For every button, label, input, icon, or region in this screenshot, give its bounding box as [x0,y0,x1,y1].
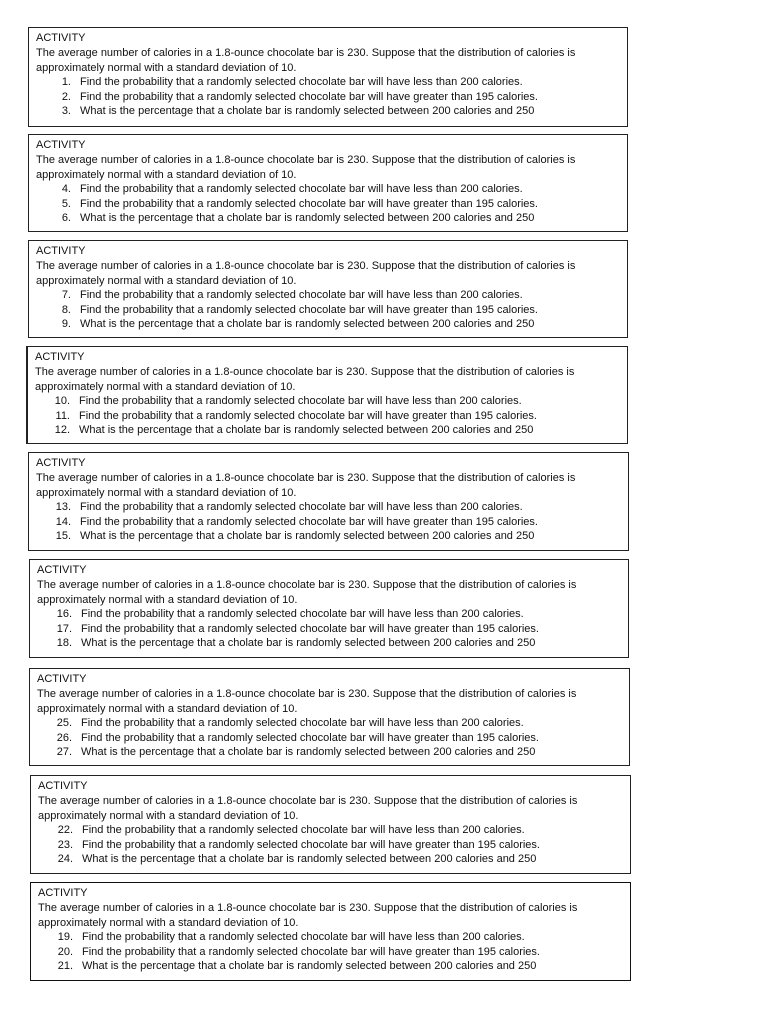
card-9 [30,882,631,981]
question-number: 7. [61,289,71,302]
question-item [36,288,627,303]
question-number: 8. [61,303,71,316]
question-number: 3. [61,105,71,118]
question-number: 22. [57,824,73,837]
question-list [37,607,628,651]
question-number: 13. [55,501,71,514]
question-text: What is the percentage that a cholate bar is randomly selected between 200 calories and 250 [80,318,535,331]
card-intro: The average number of calories in a 1.8-ounce chocolate bar is 230. Suppose that the distribution of calories is approximately normal with a standard deviation of 10. [37,579,577,606]
question-text: Find the probability that a randomly selected chocolate bar will have less than 200 calories. [80,183,523,196]
question-number: 12. [54,424,70,437]
question-item [35,409,627,424]
question-text: What is the percentage that a cholate bar is randomly selected between 200 calories and 250 [80,105,535,118]
question-item [38,930,630,945]
question-list [38,823,630,867]
question-item [38,838,630,853]
question-text: What is the percentage that a cholate bar is randomly selected between 200 calories and 250 [82,960,537,973]
card-intro: The average number of calories in a 1.8-ounce chocolate bar is 230. Suppose that the distribution of calories is approximately normal with a standard deviation of 10. [36,260,576,287]
question-number: 20. [57,945,73,958]
question-text: Find the probability that a randomly selected chocolate bar will have less than 200 calories. [82,824,525,837]
question-number: 19. [57,931,73,944]
question-number: 11. [55,409,70,422]
question-text: What is the percentage that a cholate bar is randomly selected between 200 calories and 250 [81,637,536,650]
question-number: 24. [57,853,73,866]
question-item [35,423,627,438]
question-item [37,745,629,760]
question-number: 14. [55,515,71,528]
question-text: What is the percentage that a cholate bar is randomly selected between 200 calories and 250 [81,746,536,759]
card-heading: ACTIVITY [37,564,87,576]
card-intro: The average number of calories in a 1.8-ounce chocolate bar is 230. Suppose that the distribution of calories is approximately normal with a standard deviation of 10. [37,688,577,715]
card-intro: The average number of calories in a 1.8-ounce chocolate bar is 230. Suppose that the distribution of calories is approximately normal with a standard deviation of 10. [38,902,578,929]
question-item [36,182,627,197]
question-text: What is the percentage that a cholate bar is randomly selected between 200 calories and 250 [80,530,535,543]
question-text: Find the probability that a randomly selected chocolate bar will have greater than 195 calories. [82,945,540,958]
card-intro: The average number of calories in a 1.8-ounce chocolate bar is 230. Suppose that the distribution of calories is approximately normal with a standard deviation of 10. [38,795,578,822]
question-number: 25. [56,717,72,730]
card-heading: ACTIVITY [35,351,85,363]
question-text: Find the probability that a randomly selected chocolate bar will have less than 200 calories. [81,717,524,730]
question-item [36,500,628,515]
card-heading: ACTIVITY [36,139,86,151]
card-7 [29,668,630,766]
question-item [36,529,628,544]
question-item [38,945,630,960]
card-5 [28,452,629,551]
card-intro: The average number of calories in a 1.8-ounce chocolate bar is 230. Suppose that the distribution of calories is approximately normal with a standard deviation of 10. [36,472,576,499]
question-text: Find the probability that a randomly selected chocolate bar will have greater than 195 calories. [81,731,539,744]
question-item [38,959,630,974]
question-item [36,303,627,318]
question-item [38,852,630,867]
card-heading: ACTIVITY [37,673,87,685]
card-heading: ACTIVITY [36,245,86,257]
question-text: What is the percentage that a cholate bar is randomly selected between 200 calories and 250 [82,853,537,866]
question-text: Find the probability that a randomly selected chocolate bar will have less than 200 calories. [81,608,524,621]
question-number: 6. [61,212,71,225]
question-item [36,197,627,212]
question-list [36,500,628,544]
question-item [37,607,628,622]
card-heading: ACTIVITY [36,457,86,469]
card-1 [28,27,628,127]
question-text: Find the probability that a randomly selected chocolate bar will have greater than 195 calories. [81,622,539,635]
question-list [36,75,627,119]
card-3 [28,240,628,338]
question-item [36,515,628,530]
question-text: Find the probability that a randomly selected chocolate bar will have greater than 195 calories. [79,409,537,422]
card-4 [26,346,628,444]
question-item [36,104,627,119]
card-heading: ACTIVITY [38,780,88,792]
question-item [36,75,627,90]
question-text: What is the percentage that a cholate bar is randomly selected between 200 calories and 250 [80,212,535,225]
question-item [37,622,628,637]
question-text: Find the probability that a randomly selected chocolate bar will have greater than 195 calories. [80,303,538,316]
question-text: Find the probability that a randomly selected chocolate bar will have less than 200 calories. [80,501,523,514]
question-item [36,317,627,332]
question-text: Find the probability that a randomly selected chocolate bar will have greater than 195 calories. [80,90,538,103]
question-number: 21. [57,960,73,973]
question-number: 9. [61,318,71,331]
question-number: 26. [56,731,72,744]
question-number: 18. [56,637,72,650]
question-text: Find the probability that a randomly selected chocolate bar will have less than 200 calories. [80,76,523,89]
question-item [35,394,627,409]
question-text: What is the percentage that a cholate bar is randomly selected between 200 calories and 250 [79,424,534,437]
question-number: 5. [61,197,71,210]
question-list [35,394,627,438]
card-6 [29,559,629,658]
card-heading: ACTIVITY [36,32,86,44]
question-item [37,731,629,746]
question-text: Find the probability that a randomly selected chocolate bar will have less than 200 calories. [82,931,525,944]
question-text: Find the probability that a randomly selected chocolate bar will have greater than 195 calories. [82,838,540,851]
question-item [38,823,630,838]
question-text: Find the probability that a randomly selected chocolate bar will have greater than 195 calories. [80,197,538,210]
question-item [36,211,627,226]
question-number: 16. [56,608,72,621]
question-number: 4. [61,183,71,196]
question-number: 17. [56,622,72,635]
question-number: 23. [57,838,73,851]
question-text: Find the probability that a randomly selected chocolate bar will have less than 200 calories. [80,289,523,302]
question-text: Find the probability that a randomly selected chocolate bar will have greater than 195 calories. [80,515,538,528]
question-list [37,716,629,760]
question-list [38,930,630,974]
question-item [37,636,628,651]
question-number: 27. [56,746,72,759]
card-2 [28,134,628,232]
card-intro: The average number of calories in a 1.8-ounce chocolate bar is 230. Suppose that the distribution of calories is approximately normal with a standard deviation of 10. [36,154,576,181]
card-heading: ACTIVITY [38,887,88,899]
question-list [36,182,627,226]
card-intro: The average number of calories in a 1.8-ounce chocolate bar is 230. Suppose that the distribution of calories is approximately normal with a standard deviation of 10. [36,47,576,74]
question-number: 2. [61,90,71,103]
question-list [36,288,627,332]
card-8 [30,775,631,874]
question-item [36,90,627,105]
question-number: 15. [55,530,71,543]
question-number: 1. [61,76,71,89]
question-number: 10. [54,395,70,408]
question-item [37,716,629,731]
card-intro: The average number of calories in a 1.8-ounce chocolate bar is 230. Suppose that the distribution of calories is approximately normal with a standard deviation of 10. [35,366,575,393]
question-text: Find the probability that a randomly selected chocolate bar will have less than 200 calories. [79,395,522,408]
